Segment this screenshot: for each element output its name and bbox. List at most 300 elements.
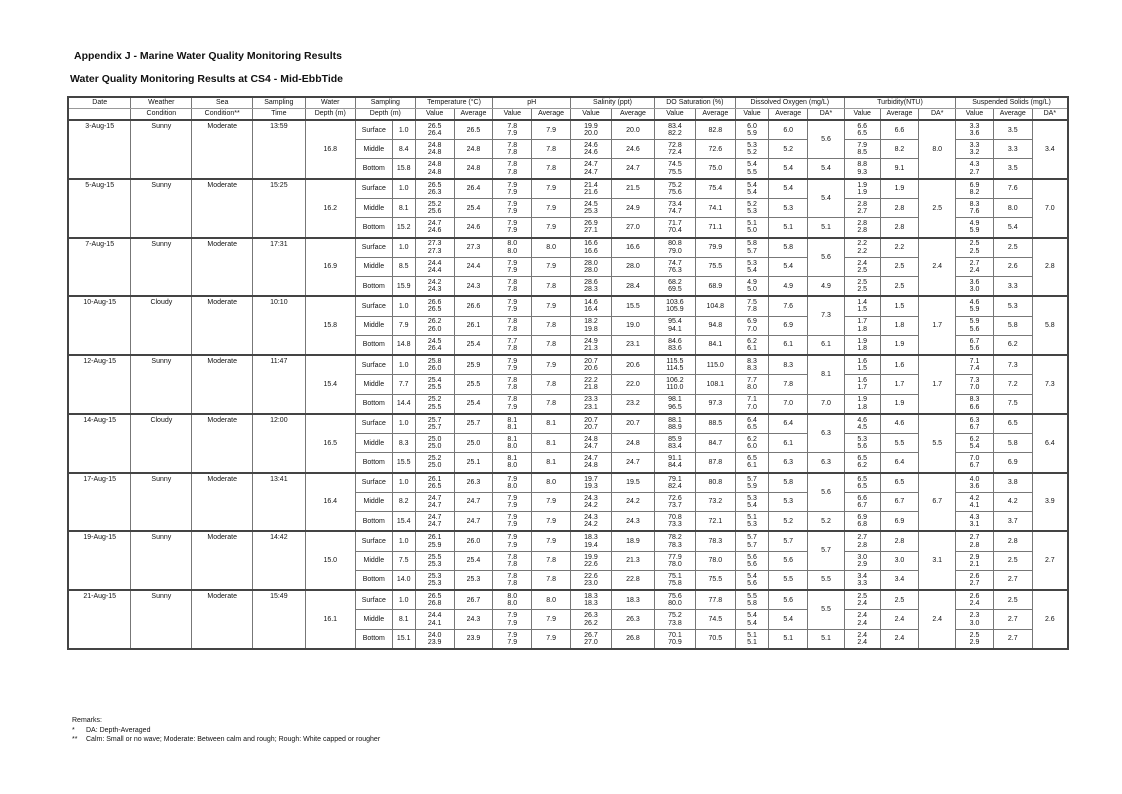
- level-name-cell: Surface: [355, 531, 392, 551]
- do-bottom-da-cell: 5.4: [808, 159, 845, 179]
- header-sampling-depth-sub: Depth (m): [355, 109, 415, 121]
- suspended-solids-da-cell: 7.0: [1032, 179, 1067, 238]
- suspended-solids-average-cell: 2.5: [993, 238, 1032, 258]
- suspended-solids-value-cell-reading: 2.9: [969, 638, 980, 646]
- turbidity-value-cell-reading: 2.5: [857, 286, 868, 294]
- do-average-cell: 5.8: [769, 473, 808, 493]
- do-average-cell: 5.4: [769, 257, 808, 276]
- ph-value-cell-reading: 7.9: [507, 501, 518, 509]
- temperature-average-cell: 25.0: [454, 434, 493, 453]
- do-saturation-value-cell-reading: 73.4: [668, 200, 682, 208]
- table-row: [69, 238, 1067, 258]
- salinity-value-cell: [571, 512, 612, 532]
- turbidity-value-cell-reading: 6.5: [857, 455, 868, 463]
- salinity-value-cell-reading: 20.6: [584, 365, 598, 373]
- suspended-solids-value-cell-reading: 2.7: [969, 168, 980, 176]
- appendix-title: Appendix J - Marine Water Quality Monitoring Results: [74, 50, 342, 62]
- header-date: Date: [69, 98, 131, 109]
- level-depth-cell: 1.0: [392, 590, 415, 610]
- do-value-cell-reading: 5.4: [747, 188, 757, 196]
- do-saturation-average-cell: 68.9: [695, 277, 735, 297]
- temperature-value-cell-reading: 25.2: [427, 396, 442, 404]
- suspended-solids-value-cell-reading: 4.0: [969, 475, 980, 483]
- temperature-value-cell-reading: 26.3: [427, 188, 442, 196]
- do-value-cell-reading: 5.8: [747, 240, 757, 248]
- turbidity-value-cell: [844, 120, 880, 140]
- salinity-value-cell: [571, 590, 612, 610]
- temperature-value-cell: [415, 629, 454, 648]
- do-value-cell: [735, 316, 769, 335]
- salinity-value-cell-reading: 24.2: [584, 521, 598, 529]
- do-saturation-average-cell: 75.0: [695, 159, 735, 179]
- turbidity-average-cell: 6.4: [880, 453, 919, 473]
- level-depth-cell: 15.5: [392, 453, 415, 473]
- do-saturation-value-cell-reading: 75.6: [668, 188, 682, 196]
- weather-cell: Sunny: [131, 120, 192, 179]
- salinity-value-cell-reading: 19.9: [584, 553, 598, 561]
- salinity-average-cell: 26.8: [611, 629, 654, 648]
- do-value-cell: [735, 355, 769, 375]
- suspended-solids-value-cell-reading: 2.7: [969, 534, 980, 542]
- temperature-value-cell-reading: 24.7: [427, 501, 442, 509]
- salinity-value-cell: [571, 629, 612, 648]
- suspended-solids-value-cell-reading: 6.7: [969, 337, 980, 345]
- temperature-value-cell-reading: 24.2: [427, 278, 442, 286]
- do-value-cell: [735, 199, 769, 218]
- do-value-cell-reading: 6.5: [747, 423, 757, 431]
- temperature-average-cell: 25.4: [454, 335, 493, 355]
- do-saturation-value-cell: [654, 375, 695, 394]
- suspended-solids-value-cell: [956, 551, 994, 570]
- suspended-solids-value-cell-reading: 8.2: [969, 188, 980, 196]
- do-value-cell: [735, 610, 769, 629]
- turbidity-value-cell: [844, 277, 880, 297]
- do-saturation-average-cell: 73.2: [695, 492, 735, 511]
- turbidity-value-cell: [844, 296, 880, 316]
- suspended-solids-value-cell-reading: 7.1: [969, 358, 980, 365]
- do-value-cell: [735, 512, 769, 532]
- do-saturation-value-cell-reading: 72.4: [668, 149, 682, 157]
- table-title: Water Quality Monitoring Results at CS4 - Mid-EbbTide: [70, 73, 344, 85]
- do-value-cell: [735, 414, 769, 434]
- suspended-solids-value-cell-reading: 5.6: [969, 325, 980, 333]
- do-value-cell-reading: 5.4: [747, 501, 757, 509]
- turbidity-average-cell: 2.5: [880, 590, 919, 610]
- do-value-cell-reading: 5.0: [747, 227, 757, 235]
- turbidity-value-cell: [844, 355, 880, 375]
- turbidity-average-cell: 6.9: [880, 512, 919, 532]
- do-saturation-value-cell-reading: 71.7: [668, 220, 682, 228]
- salinity-value-cell-reading: 24.7: [584, 455, 598, 463]
- ph-value-cell: [493, 375, 532, 394]
- turbidity-value-cell-reading: 1.9: [857, 396, 868, 404]
- do-saturation-value-cell-reading: 80.8: [668, 240, 682, 248]
- turbidity-value-cell-reading: 6.2: [857, 462, 868, 470]
- turbidity-value-cell-reading: 2.4: [857, 631, 868, 639]
- suspended-solids-value-cell-reading: 7.0: [969, 384, 980, 392]
- ph-value-cell-reading: 7.8: [507, 168, 518, 176]
- turbidity-value-cell: [844, 375, 880, 394]
- salinity-value-cell: [571, 238, 612, 258]
- do-value-cell-reading: 5.2: [747, 200, 757, 208]
- salinity-average-cell: 24.2: [611, 492, 654, 511]
- salinity-value-cell-reading: 18.3: [584, 593, 598, 601]
- do-saturation-value-cell: [654, 355, 695, 375]
- salinity-average-cell: 15.5: [611, 296, 654, 316]
- sea-cell: Moderate: [192, 120, 253, 179]
- do-value-cell-reading: 5.6: [747, 553, 757, 561]
- do-saturation-value-cell-reading: 106.2: [666, 377, 684, 385]
- ph-value-cell: [493, 473, 532, 493]
- turbidity-value-cell-reading: 2.2: [857, 240, 868, 248]
- salinity-value-cell: [571, 473, 612, 493]
- temperature-value-cell-reading: 24.4: [427, 266, 442, 274]
- temperature-value-cell-reading: 24.4: [427, 259, 442, 267]
- suspended-solids-value-cell-reading: 2.8: [969, 541, 980, 549]
- salinity-value-cell-reading: 20.7: [584, 423, 598, 431]
- do-average-cell: 7.0: [769, 394, 808, 414]
- turbidity-average-cell: 1.9: [880, 179, 919, 199]
- suspended-solids-value-cell: [956, 120, 994, 140]
- temperature-average-cell: 26.1: [454, 316, 493, 335]
- do-saturation-value-cell-reading: 96.5: [668, 403, 682, 411]
- suspended-solids-average-cell: 2.7: [993, 629, 1032, 648]
- time-cell: 17:31: [253, 238, 305, 297]
- do-saturation-average-cell: 94.8: [695, 316, 735, 335]
- temperature-value-cell: [415, 610, 454, 629]
- suspended-solids-value-cell-reading: 7.0: [969, 455, 980, 463]
- salinity-value-cell: [571, 375, 612, 394]
- table-row: [69, 179, 1067, 199]
- turbidity-average-cell: 1.9: [880, 394, 919, 414]
- suspended-solids-da-cell: 5.8: [1032, 296, 1067, 355]
- do-average-cell: 5.5: [769, 570, 808, 590]
- temperature-value-cell-reading: 24.8: [427, 168, 442, 176]
- do-saturation-value-cell: [654, 453, 695, 473]
- do-saturation-value-cell-reading: 75.1: [668, 572, 682, 580]
- ph-average-cell: 7.9: [532, 199, 571, 218]
- salinity-value-cell-reading: 19.4: [584, 541, 598, 549]
- salinity-value-cell: [571, 394, 612, 414]
- temperature-value-cell: [415, 277, 454, 297]
- do-saturation-value-cell-reading: 69.5: [668, 286, 682, 294]
- turbidity-average-cell: 2.4: [880, 610, 919, 629]
- temperature-value-cell-reading: 25.3: [427, 572, 442, 580]
- suspended-solids-value-cell-reading: 3.6: [969, 278, 980, 286]
- level-depth-cell: 1.0: [392, 414, 415, 434]
- turbidity-average-cell: 4.6: [880, 414, 919, 434]
- do-value-cell: [735, 531, 769, 551]
- suspended-solids-average-cell: 7.2: [993, 375, 1032, 394]
- suspended-solids-average-cell: 6.9: [993, 453, 1032, 473]
- do-saturation-value-cell-reading: 103.6: [666, 299, 684, 307]
- salinity-average-cell: 28.4: [611, 277, 654, 297]
- do-saturation-average-cell: 72.1: [695, 512, 735, 532]
- header-sampling: Sampling: [253, 98, 305, 109]
- ph-value-cell-reading: 7.8: [507, 384, 518, 392]
- temperature-value-cell-reading: 25.3: [427, 579, 442, 587]
- ph-value-cell-reading: 7.8: [507, 278, 518, 286]
- header-average: Average: [993, 109, 1032, 121]
- do-value-cell: [735, 257, 769, 276]
- ph-value-cell-reading: 8.0: [507, 482, 518, 490]
- level-depth-cell: 1.0: [392, 238, 415, 258]
- do-saturation-value-cell: [654, 257, 695, 276]
- level-depth-cell: 1.0: [392, 120, 415, 140]
- temperature-average-cell: 25.3: [454, 570, 493, 590]
- ph-value-cell-reading: 7.9: [507, 631, 518, 639]
- do-value-cell-reading: 5.4: [747, 619, 757, 627]
- do-average-cell: 5.4: [769, 610, 808, 629]
- suspended-solids-da-cell: 7.3: [1032, 355, 1067, 414]
- temperature-value-cell-reading: 26.1: [427, 475, 442, 483]
- turbidity-value-cell: [844, 218, 880, 238]
- ph-value-cell: [493, 590, 532, 610]
- suspended-solids-value-cell-reading: 5.9: [969, 306, 980, 314]
- salinity-average-cell: 24.8: [611, 434, 654, 453]
- salinity-value-cell: [571, 570, 612, 590]
- salinity-average-cell: 21.5: [611, 179, 654, 199]
- suspended-solids-average-cell: 7.6: [993, 179, 1032, 199]
- suspended-solids-value-cell: [956, 355, 994, 375]
- suspended-solids-value-cell-reading: 3.2: [969, 149, 980, 157]
- suspended-solids-value-cell: [956, 531, 994, 551]
- do-value-cell-reading: 5.8: [747, 600, 757, 608]
- water-depth-cell: 16.4: [305, 473, 355, 532]
- do-value-cell-reading: 5.4: [747, 572, 757, 580]
- header-weather: Weather: [131, 98, 192, 109]
- do-value-cell-reading: 5.7: [747, 247, 757, 255]
- do-da-cell: 5.6: [808, 473, 845, 512]
- suspended-solids-average-cell: 6.5: [993, 414, 1032, 434]
- level-depth-cell: 8.2: [392, 492, 415, 511]
- do-average-cell: 5.6: [769, 551, 808, 570]
- suspended-solids-value-cell-reading: 4.2: [969, 494, 980, 502]
- ph-average-cell: 8.0: [532, 590, 571, 610]
- temperature-value-cell-reading: 26.6: [427, 299, 442, 307]
- do-da-cell: 5.6: [808, 120, 845, 159]
- suspended-solids-average-cell: 5.4: [993, 218, 1032, 238]
- ph-value-cell-reading: 7.9: [507, 200, 518, 208]
- suspended-solids-value-cell-reading: 2.6: [969, 572, 980, 580]
- do-value-cell-reading: 5.3: [747, 208, 757, 216]
- temperature-value-cell-reading: 26.4: [427, 130, 442, 138]
- do-saturation-average-cell: 88.5: [695, 414, 735, 434]
- do-bottom-da-cell: 5.2: [808, 512, 845, 532]
- do-average-cell: 5.7: [769, 531, 808, 551]
- time-cell: 13:41: [253, 473, 305, 532]
- salinity-average-cell: 28.0: [611, 257, 654, 276]
- do-value-cell: [735, 120, 769, 140]
- salinity-value-cell-reading: 28.0: [584, 259, 598, 267]
- do-average-cell: 5.6: [769, 590, 808, 610]
- suspended-solids-value-cell-reading: 2.4: [969, 600, 980, 608]
- turbidity-value-cell-reading: 2.4: [857, 600, 868, 608]
- do-saturation-value-cell: [654, 277, 695, 297]
- salinity-value-cell-reading: 24.3: [584, 494, 598, 502]
- do-average-cell: 6.1: [769, 335, 808, 355]
- table-row: [69, 473, 1067, 493]
- do-average-cell: 6.1: [769, 434, 808, 453]
- do-value-cell: [735, 570, 769, 590]
- do-saturation-value-cell: [654, 296, 695, 316]
- turbidity-value-cell-reading: 1.8: [857, 403, 868, 411]
- temperature-average-cell: 26.6: [454, 296, 493, 316]
- salinity-value-cell-reading: 24.7: [584, 161, 598, 169]
- salinity-value-cell-reading: 28.0: [584, 266, 598, 274]
- ph-value-cell-reading: 7.9: [507, 181, 518, 189]
- water-depth-cell: 16.5: [305, 414, 355, 473]
- salinity-average-cell: 24.9: [611, 199, 654, 218]
- suspended-solids-value-cell-reading: 5.4: [969, 443, 980, 451]
- time-cell: 10:10: [253, 296, 305, 355]
- suspended-solids-value-cell-reading: 6.9: [969, 181, 980, 189]
- suspended-solids-average-cell: 7.5: [993, 394, 1032, 414]
- temperature-value-cell: [415, 473, 454, 493]
- turbidity-value-cell-reading: 2.4: [857, 619, 868, 627]
- turbidity-average-cell: 1.5: [880, 296, 919, 316]
- ph-value-cell-reading: 7.9: [507, 521, 518, 529]
- turbidity-average-cell: 5.5: [880, 434, 919, 453]
- ph-value-cell: [493, 277, 532, 297]
- salinity-value-cell-reading: 21.3: [584, 344, 598, 352]
- ph-value-cell: [493, 316, 532, 335]
- temperature-value-cell-reading: 25.9: [427, 541, 442, 549]
- do-saturation-value-cell-reading: 75.5: [668, 168, 682, 176]
- temperature-value-cell: [415, 570, 454, 590]
- temperature-average-cell: 25.7: [454, 414, 493, 434]
- salinity-value-cell-reading: 23.0: [584, 579, 598, 587]
- do-average-cell: 4.9: [769, 277, 808, 297]
- do-saturation-value-cell-reading: 73.7: [668, 501, 682, 509]
- water-depth-cell: 15.4: [305, 355, 355, 414]
- turbidity-value-cell-reading: 6.8: [857, 521, 868, 529]
- do-saturation-value-cell: [654, 492, 695, 511]
- salinity-value-cell: [571, 316, 612, 335]
- do-value-cell-reading: 5.0: [747, 286, 757, 294]
- suspended-solids-value-cell: [956, 257, 994, 276]
- do-saturation-value-cell-reading: 114.5: [666, 365, 684, 373]
- temperature-value-cell-reading: 25.7: [427, 416, 442, 424]
- turbidity-value-cell-reading: 1.9: [857, 188, 868, 196]
- salinity-value-cell-reading: 19.8: [584, 325, 598, 333]
- temperature-value-cell: [415, 434, 454, 453]
- header-suspended-solids: Suspended Solids (mg/L): [956, 98, 1067, 109]
- salinity-value-cell: [571, 218, 612, 238]
- do-value-cell: [735, 140, 769, 159]
- do-value-cell: [735, 218, 769, 238]
- do-value-cell-reading: 5.3: [747, 494, 757, 502]
- do-saturation-value-cell-reading: 85.9: [668, 436, 682, 443]
- do-saturation-average-cell: 75.5: [695, 570, 735, 590]
- temperature-value-cell-reading: 27.3: [427, 247, 442, 255]
- temperature-value-cell-reading: 24.7: [427, 220, 442, 228]
- turbidity-average-cell: 8.2: [880, 140, 919, 159]
- ph-value-cell-reading: 7.8: [507, 344, 518, 352]
- turbidity-average-cell: 2.5: [880, 257, 919, 276]
- ph-average-cell: 7.9: [532, 492, 571, 511]
- salinity-value-cell-reading: 27.1: [584, 227, 598, 235]
- suspended-solids-value-cell: [956, 238, 994, 258]
- table-row: [69, 120, 1067, 140]
- do-saturation-average-cell: 87.8: [695, 453, 735, 473]
- water-quality-table: [69, 98, 1067, 648]
- do-saturation-value-cell-reading: 95.4: [668, 318, 682, 326]
- do-saturation-value-cell-reading: 74.7: [668, 259, 682, 267]
- do-value-cell-reading: 5.9: [747, 130, 757, 138]
- temperature-value-cell-reading: 24.6: [427, 227, 442, 235]
- salinity-average-cell: 22.8: [611, 570, 654, 590]
- suspended-solids-value-cell-reading: 3.6: [969, 130, 980, 138]
- ph-value-cell: [493, 610, 532, 629]
- salinity-value-cell-reading: 22.6: [584, 560, 598, 568]
- do-value-cell: [735, 453, 769, 473]
- level-depth-cell: 1.0: [392, 179, 415, 199]
- level-depth-cell: 8.5: [392, 257, 415, 276]
- suspended-solids-value-cell: [956, 296, 994, 316]
- remarks-line-2: [72, 735, 380, 745]
- do-saturation-value-cell: [654, 199, 695, 218]
- turbidity-average-cell: 6.7: [880, 492, 919, 511]
- suspended-solids-value-cell-reading: 2.7: [969, 259, 980, 267]
- do-value-cell-reading: 7.5: [747, 299, 757, 307]
- do-value-cell-reading: 6.0: [747, 122, 757, 130]
- temperature-average-cell: 24.6: [454, 218, 493, 238]
- do-saturation-value-cell-reading: 78.0: [668, 560, 682, 568]
- do-saturation-average-cell: 78.0: [695, 551, 735, 570]
- temperature-average-cell: 26.0: [454, 531, 493, 551]
- weather-cell: Sunny: [131, 590, 192, 648]
- remarks-mark-1: *: [72, 726, 75, 734]
- ph-value-cell: [493, 238, 532, 258]
- sea-cell: Moderate: [192, 414, 253, 473]
- turbidity-value-cell: [844, 473, 880, 493]
- salinity-value-cell-reading: 26.3: [584, 612, 598, 620]
- do-saturation-value-cell: [654, 238, 695, 258]
- turbidity-value-cell: [844, 551, 880, 570]
- temperature-value-cell-reading: 25.2: [427, 455, 442, 463]
- turbidity-da-cell: 1.7: [919, 355, 956, 414]
- do-saturation-value-cell: [654, 512, 695, 532]
- do-saturation-average-cell: 70.5: [695, 629, 735, 648]
- ph-value-cell-reading: 7.9: [507, 208, 518, 216]
- water-depth-cell: 16.8: [305, 120, 355, 179]
- do-value-cell-reading: 5.7: [747, 475, 757, 483]
- ph-value-cell-reading: 7.9: [507, 638, 518, 646]
- salinity-value-cell-reading: 16.4: [584, 306, 598, 314]
- temperature-value-cell-reading: 25.0: [427, 443, 442, 451]
- salinity-average-cell: 20.7: [611, 414, 654, 434]
- do-value-cell: [735, 590, 769, 610]
- salinity-value-cell-reading: 24.5: [584, 200, 598, 208]
- table-row: [69, 296, 1067, 316]
- do-value-cell-reading: 6.1: [747, 344, 757, 352]
- level-depth-cell: 7.7: [392, 375, 415, 394]
- weather-cell: Sunny: [131, 531, 192, 590]
- do-value-cell-reading: 5.1: [747, 220, 757, 228]
- turbidity-average-cell: 6.5: [880, 473, 919, 493]
- sea-cell: Moderate: [192, 531, 253, 590]
- turbidity-value-cell-reading: 5.6: [857, 443, 868, 451]
- turbidity-average-cell: 1.6: [880, 355, 919, 375]
- header-dissolved-oxygen: Dissolved Oxygen (mg/L): [735, 98, 844, 109]
- level-name-cell: Surface: [355, 414, 392, 434]
- turbidity-value-cell-reading: 8.8: [857, 161, 868, 169]
- table-row: [69, 355, 1067, 375]
- salinity-value-cell: [571, 531, 612, 551]
- do-saturation-value-cell-reading: 76.3: [668, 266, 682, 274]
- level-name-cell: Surface: [355, 238, 392, 258]
